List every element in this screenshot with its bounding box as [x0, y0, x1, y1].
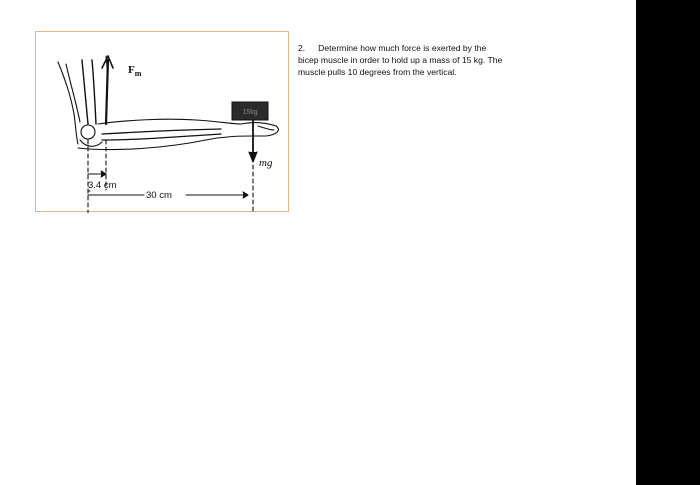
arm-diagram — [36, 32, 290, 213]
question-line-3: muscle pulls 10 degrees from the vertical. — [298, 67, 457, 77]
question-text — [298, 42, 568, 78]
long-distance-label: 30 cm — [146, 190, 172, 201]
right-black-bar — [636, 0, 700, 485]
mass-block-label: 15kg — [242, 109, 258, 116]
weight-label: mg — [259, 157, 273, 169]
forearm-outline — [98, 119, 241, 124]
elbow-joint — [81, 125, 95, 139]
short-distance-label: 3.4 cm — [88, 180, 117, 191]
hand — [241, 123, 278, 136]
muscle-force-arrow — [106, 60, 108, 124]
question-line-1: 2. Determine how much force is exerted by the — [298, 43, 487, 53]
question-number: 2. — [298, 43, 306, 53]
question-line-2: bicep muscle in order to hold up a mass of 15 kg. The — [298, 55, 503, 65]
figure-frame — [35, 31, 289, 212]
muscle-force-label: $F_m$ — [128, 64, 142, 79]
